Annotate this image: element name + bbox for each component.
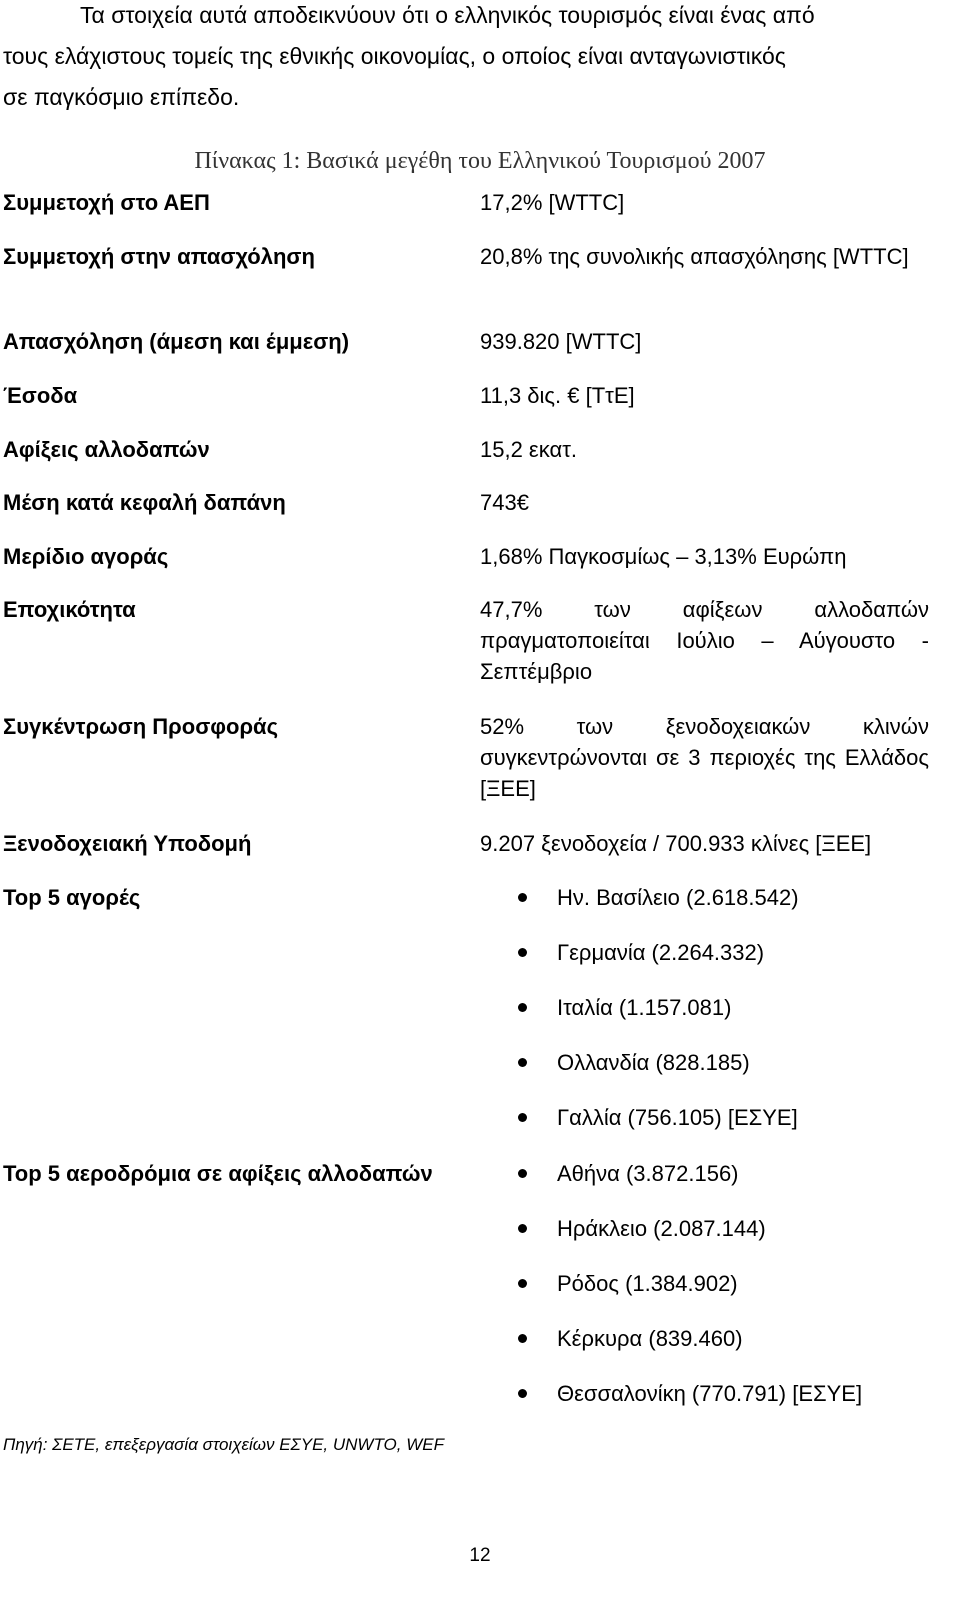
list-item-text: Θεσσαλονίκη (770.791) [ΕΣΥΕ] — [557, 1381, 863, 1406]
bullet-icon — [518, 1389, 527, 1398]
row-value: 1,68% Παγκοσμίως – 3,13% Ευρώπη — [480, 544, 847, 569]
list-item-text: Ρόδος (1.384.902) — [557, 1271, 738, 1296]
bullet-icon — [518, 1224, 527, 1233]
intro-line-3: σε παγκόσμιο επίπεδο. — [3, 84, 240, 110]
row-value: 11,3 δις. € [ΤτΕ] — [480, 383, 635, 408]
row-label: Έσοδα — [3, 383, 78, 408]
list-item-text: Ην. Βασίλειο (2.618.542) — [557, 885, 799, 910]
row-label: Συμμετοχή στην απασχόληση — [3, 244, 315, 269]
top-airports-list — [480, 1158, 940, 1433]
bullet-icon — [518, 1279, 527, 1288]
row-label: Μερίδιο αγοράς — [3, 544, 169, 569]
row-value: 52% των ξενοδοχειακών κλινών συγκεντρώνονται σε 3 περιοχές της Ελλάδος [ΞΕΕ] — [480, 714, 929, 801]
row-label: Top 5 αγορές — [3, 885, 141, 910]
list-item-text: Γερμανία (2.264.332) — [557, 940, 765, 965]
bullet-icon — [518, 893, 527, 902]
list-item-text: Γαλλία (756.105) [ΕΣΥΕ] — [557, 1105, 798, 1130]
row-label: Συμμετοχή στο ΑΕΠ — [3, 190, 210, 215]
list-item — [480, 1323, 940, 1378]
table-caption: Πίνακας 1: Βασικά μεγέθη του Ελληνικού Τουρισμού 2007 — [194, 148, 766, 174]
list-item — [480, 992, 940, 1047]
bullet-icon — [518, 1058, 527, 1067]
row-label: Top 5 αεροδρόμια σε αφίξεις αλλοδαπών — [3, 1161, 433, 1186]
row-value: 15,2 εκατ. — [480, 437, 577, 462]
row-value: 47,7% των αφίξεων αλλοδαπών πραγματοποιείται Ιούλιο – Αύγουστο - Σεπτέμβριο — [480, 597, 929, 684]
list-item — [480, 1378, 940, 1433]
list-item-text: Αθήνα (3.872.156) — [557, 1161, 739, 1186]
row-value: 743€ — [480, 490, 529, 515]
top-markets-list — [480, 882, 940, 1157]
page-number: 12 — [469, 1545, 491, 1566]
bullet-icon — [518, 1334, 527, 1343]
row-label: Απασχόληση (άμεση και έμμεση) — [3, 329, 350, 354]
list-item-text: Ηράκλειο (2.087.144) — [557, 1216, 766, 1241]
row-label: Μέση κατά κεφαλή δαπάνη — [3, 490, 286, 515]
list-item — [480, 1268, 940, 1323]
bullet-icon — [518, 1113, 527, 1122]
row-value: 17,2% [WTTC] — [480, 190, 625, 215]
row-label: Ξενοδοχειακή Υποδομή — [3, 831, 252, 856]
list-item — [480, 1102, 940, 1157]
list-item — [480, 1158, 940, 1213]
list-item — [480, 1213, 940, 1268]
row-label: Εποχικότητα — [3, 597, 136, 622]
bullet-icon — [518, 1003, 527, 1012]
list-item — [480, 882, 940, 937]
row-value: 9.207 ξενοδοχεία / 700.933 κλίνες [ΞΕΕ] — [480, 831, 872, 856]
row-value: 20,8% της συνολικής απασχόλησης [WTTC] — [480, 244, 909, 269]
intro-line-2: τους ελάχιστους τομείς της εθνικής οικονομίας, ο οποίος είναι ανταγωνιστικός — [3, 43, 786, 69]
intro-line-1: Τα στοιχεία αυτά αποδεικνύουν ότι ο ελληνικός τουρισμός είναι ένας από — [80, 2, 815, 28]
list-item-text: Κέρκυρα (839.460) — [557, 1326, 743, 1351]
row-label: Συγκέντρωση Προσφοράς — [3, 714, 279, 739]
row-value: 939.820 [WTTC] — [480, 329, 642, 354]
list-item-text: Ιταλία (1.157.081) — [557, 995, 732, 1020]
row-label: Αφίξεις αλλοδαπών — [3, 437, 210, 462]
list-item-text: Ολλανδία (828.185) — [557, 1050, 750, 1075]
list-item — [480, 937, 940, 992]
source-note: Πηγή: ΣΕΤΕ, επεξεργασία στοιχείων ΕΣΥΕ, UNWTO, WEF — [3, 1435, 444, 1454]
bullet-icon — [518, 1169, 527, 1178]
list-item — [480, 1047, 940, 1102]
bullet-icon — [518, 948, 527, 957]
